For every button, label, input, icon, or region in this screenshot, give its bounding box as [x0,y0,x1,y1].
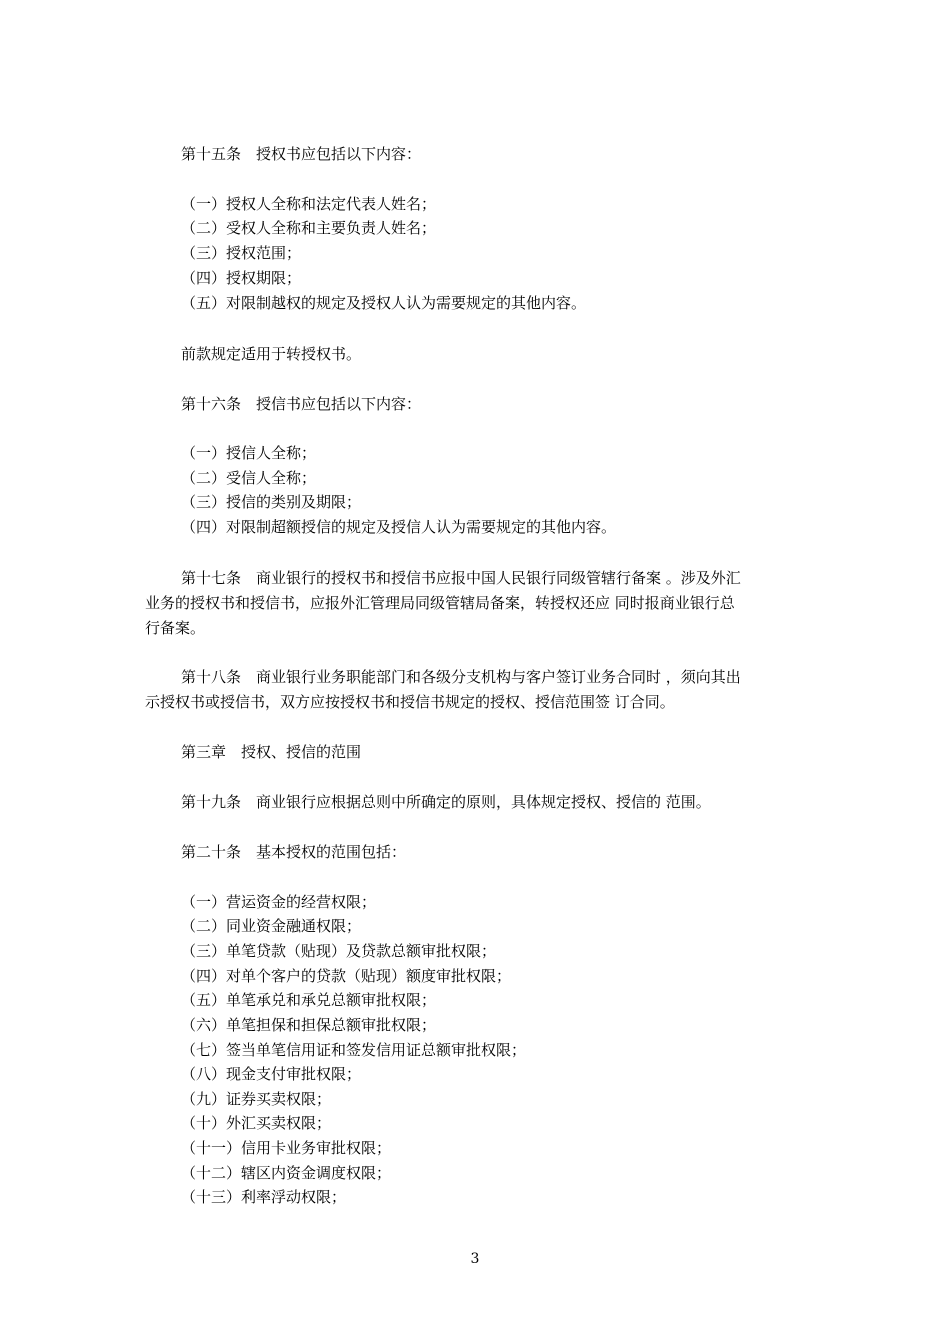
article-20-item: （八）现金支付审批权限； [181,1065,362,1083]
article-20-item: （十二）辖区内资金调度权限； [181,1164,392,1182]
article-20-item: （九）证券买卖权限； [181,1090,332,1108]
page-number: 3 [470,1251,480,1267]
article-20-item: （四）对单个客户的贷款（贴现）额度审批权限； [181,967,512,985]
article-19-text: 第十九条 商业银行应根据总则中所确定的原则，具体规定授权、授信的 范围。 [181,793,711,811]
article-20-heading: 第二十条 基本授权的范围包括： [181,843,407,861]
article-20-item: （十一）信用卡业务审批权限； [181,1139,392,1157]
article-20-item: （十）外汇买卖权限； [181,1114,332,1132]
chapter-3-title: 第三章 授权、授信的范围 [181,743,362,761]
article-18-line: 示授权书或授信书，双方应按授权书和授信书规定的授权、授信范围签 订合同。 [145,693,675,711]
article-17-line: 行备案。 [145,619,206,637]
article-15-heading: 第十五条 授权书应包括以下内容： [181,145,422,163]
article-17-line: 第十七条 商业银行的授权书和授信书应报中国人民银行同级管辖行备案 。涉及外汇 [181,569,741,587]
article-18-line: 第十八条 商业银行业务职能部门和各级分支机构与客户签订业务合同时 ，须向其出 [181,668,741,686]
article-16-heading: 第十六条 授信书应包括以下内容： [181,395,422,413]
article-16-item: （二）受信人全称； [181,469,317,487]
article-20-item: （七）签当单笔信用证和签发信用证总额审批权限； [181,1041,527,1059]
article-15-item: （三）授权范围； [181,244,302,262]
article-15-item: （二）受权人全称和主要负责人姓名； [181,219,437,237]
article-20-item: （六）单笔担保和担保总额审批权限； [181,1016,437,1034]
article-20-item: （三）单笔贷款（贴现）及贷款总额审批权限； [181,942,497,960]
article-16-item: （一）授信人全称； [181,444,317,462]
article-15-note: 前款规定适用于转授权书。 [181,345,362,363]
article-15-item: （四）授权期限； [181,269,302,287]
article-15-item: （五）对限制越权的规定及授权人认为需要规定的其他内容。 [181,294,587,312]
article-20-item: （五）单笔承兑和承兑总额审批权限； [181,991,437,1009]
article-15-item: （一）授权人全称和法定代表人姓名； [181,195,437,213]
article-16-item: （四）对限制超额授信的规定及授信人认为需要规定的其他内容。 [181,518,617,536]
article-17-line: 业务的授权书和授信书，应报外汇管理局同级管辖局备案，转授权还应 同时报商业银行总 [145,594,735,612]
article-16-item: （三）授信的类别及期限； [181,493,362,511]
article-20-item: （二）同业资金融通权限； [181,917,362,935]
article-20-item: （一）营运资金的经营权限； [181,893,377,911]
article-20-item: （十三）利率浮动权限； [181,1188,347,1206]
